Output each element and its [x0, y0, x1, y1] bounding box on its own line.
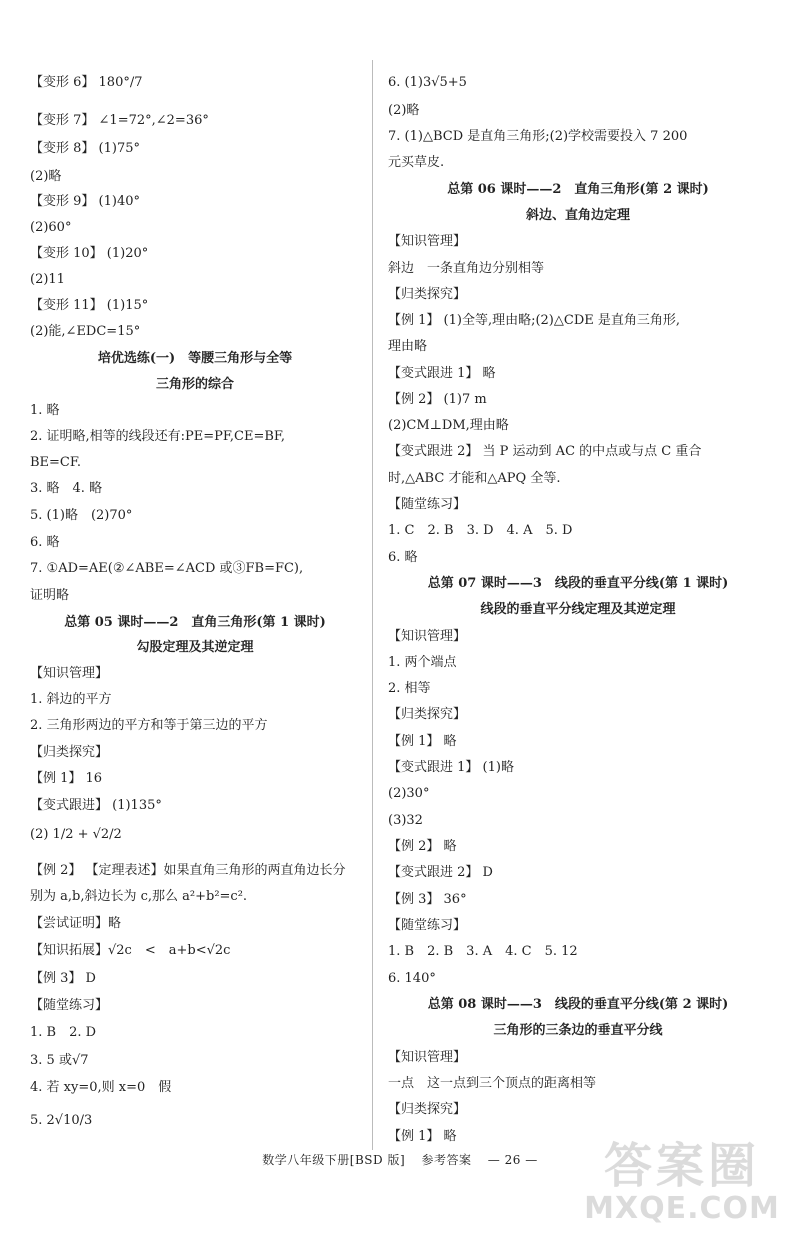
left-line: 【例 1】 16 [30, 771, 103, 786]
right-line: 【随堂练习】 [388, 497, 467, 512]
right-line: 2. 相等 [388, 681, 431, 696]
right-line: 6. 略 [388, 550, 418, 565]
footer-page-number: — 26 — [487, 1153, 538, 1167]
left-line: 6. 略 [30, 535, 60, 550]
left-line: 1. 略 [30, 403, 60, 418]
left-line: 【变形 8】 (1)75° [30, 141, 140, 156]
right-line: 元买草皮. [388, 155, 445, 170]
right-line: (2)30° [388, 786, 430, 801]
left-line: 5. (1)略 (2)70° [30, 508, 133, 523]
column-divider [372, 60, 373, 1150]
left-line: 【知识管理】 [30, 666, 109, 681]
right-line: 6. (1)3√5+5 [388, 75, 467, 90]
right-line: 【知识管理】 [388, 629, 467, 644]
right-line: 1. C 2. B 3. D 4. A 5. D [388, 523, 573, 538]
left-line: 5. 2√10/3 [30, 1113, 93, 1128]
right-line: 【例 2】 略 [388, 839, 457, 854]
left-line: 别为 a,b,斜边长为 c,那么 a²+b²=c². [30, 889, 248, 904]
right-line: 1. B 2. B 3. A 4. C 5. 12 [388, 944, 578, 959]
left-line: 【变形 10】 (1)20° [30, 246, 149, 261]
right-line: 斜边 一条直角边分别相等 [388, 261, 545, 276]
left-line: BE=CF. [30, 455, 82, 470]
left-line: 7. ①AD=AE(②∠ABE=∠ACD 或③FB=FC), [30, 561, 304, 576]
section-heading: 总第 06 课时——2 直角三角形(第 2 课时) [447, 182, 709, 197]
left-line: 4. 若 xy=0,则 x=0 假 [30, 1080, 172, 1095]
left-line: (2)略 [30, 169, 62, 184]
left-line: 【变形 6】 180°/7 [30, 75, 143, 90]
footer-book-title: 数学八年级下册[BSD 版] [262, 1153, 406, 1167]
section-subheading: 勾股定理及其逆定理 [136, 640, 254, 655]
left-line: 【归类探究】 [30, 745, 109, 760]
left-line: 【变形 11】 (1)15° [30, 298, 149, 313]
left-line: 【例 3】 D [30, 971, 96, 986]
watermark-top-text: 答案圈 [603, 1138, 760, 1194]
right-line: 【例 1】 略 [388, 734, 457, 749]
section-subheading: 三角形的三条边的垂直平分线 [493, 1023, 663, 1038]
section-heading: 总第 05 课时——2 直角三角形(第 1 课时) [64, 615, 326, 630]
left-line: 1. 斜边的平方 [30, 692, 112, 707]
right-line: 【例 3】 36° [388, 892, 467, 907]
left-line: 【变形 7】 ∠1=72°,∠2=36° [30, 113, 209, 128]
watermark-bottom-text: MXQE.COM [584, 1191, 780, 1226]
left-line: 1. B 2. D [30, 1025, 97, 1040]
left-line: (2) 1/2 + √2/2 [30, 827, 122, 842]
right-line: 【归类探究】 [388, 1102, 467, 1117]
left-line: 【知识拓展】√2c < a+b<√2c [30, 943, 231, 958]
right-line: 【归类探究】 [388, 707, 467, 722]
footer-section: 参考答案 [421, 1153, 472, 1167]
left-line: 【随堂练习】 [30, 998, 109, 1013]
right-line: 【随堂练习】 [388, 918, 467, 933]
right-line: 【变式跟进 2】 当 P 运动到 AC 的中点或与点 C 重合 [388, 444, 702, 459]
left-line: 证明略 [30, 588, 70, 603]
right-line: 【例 1】 (1)全等,理由略;(2)△CDE 是直角三角形, [388, 313, 680, 328]
right-line: 【例 2】 (1)7 m [388, 392, 487, 407]
right-line: 【变式跟进 2】 D [388, 865, 493, 880]
left-line: 【变式跟进】 (1)135° [30, 798, 162, 813]
left-line: (2)60° [30, 220, 72, 235]
right-line: 1. 两个端点 [388, 655, 457, 670]
right-line: 一点 这一点到三个顶点的距离相等 [388, 1076, 597, 1091]
right-line: (3)32 [388, 813, 423, 828]
left-line: 3. 5 或√7 [30, 1053, 89, 1068]
left-line: 【变形 9】 (1)40° [30, 194, 140, 209]
right-line: 【知识管理】 [388, 1050, 467, 1065]
right-line: (2)略 [388, 103, 420, 118]
left-line: 2. 三角形两边的平方和等于第三边的平方 [30, 718, 268, 733]
right-line: 【变式跟进 1】 略 [388, 366, 496, 381]
left-line: 2. 证明略,相等的线段还有:PE=PF,CE=BF, [30, 429, 286, 444]
right-line: 【归类探究】 [388, 287, 467, 302]
section-heading: 总第 08 课时——3 线段的垂直平分线(第 2 课时) [427, 997, 729, 1012]
right-line: 7. (1)△BCD 是直角三角形;(2)学校需要投入 7 200 [388, 129, 688, 144]
left-line: 【尝试证明】略 [30, 916, 122, 931]
right-line: (2)CM⊥DM,理由略 [388, 418, 509, 433]
right-line: 6. 140° [388, 971, 436, 986]
section-subheading: 斜边、直角边定理 [525, 208, 630, 223]
right-line: 【例 1】 略 [388, 1129, 457, 1144]
left-line: 3. 略 4. 略 [30, 481, 103, 496]
left-line: (2)能,∠EDC=15° [30, 324, 141, 339]
right-line: 理由略 [388, 339, 428, 354]
section-heading: 总第 07 课时——3 线段的垂直平分线(第 1 课时) [427, 576, 729, 591]
left-line: (2)11 [30, 272, 65, 287]
section-subheading: 三角形的综合 [155, 377, 234, 392]
left-line: 【例 2】 【定理表述】如果直角三角形的两直角边长分 [30, 863, 346, 878]
watermark-logo [582, 1140, 782, 1230]
right-line: 【知识管理】 [388, 234, 467, 249]
section-heading: 培优选练(一) 等腰三角形与全等 [97, 351, 293, 366]
right-line: 【变式跟进 1】 (1)略 [388, 760, 514, 775]
section-subheading: 线段的垂直平分线定理及其逆定理 [480, 602, 676, 617]
right-line: 时,△ABC 才能和△APQ 全等. [388, 471, 561, 486]
